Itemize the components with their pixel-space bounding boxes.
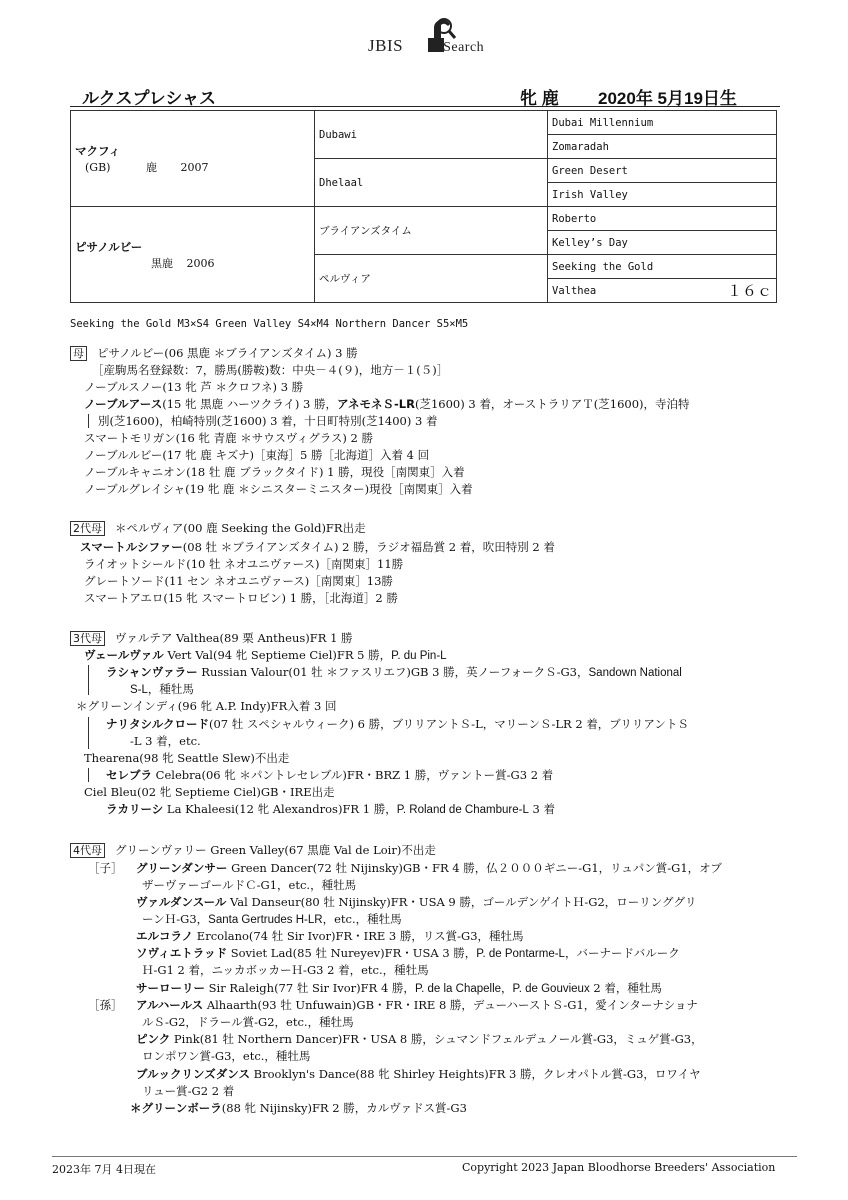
note-segment: Sir Raleigh(77 牡 Sir Ivor)FR 4 勝， bbox=[205, 981, 415, 995]
note-segment: アルハールス bbox=[136, 998, 204, 1012]
note-segment: ［子］ bbox=[88, 861, 123, 875]
sire-year: 2007 bbox=[180, 160, 209, 174]
note-segment: グリーンヴァリー Green Valley(67 黒鹿 Val de Loir)不出走 bbox=[115, 843, 436, 857]
gen2-cell: ブライアンズタイム bbox=[315, 207, 548, 255]
note-segment: Santa Gertrudes H-LR bbox=[208, 914, 323, 926]
note-line bbox=[84, 481, 473, 498]
note-segment: ナリタシルクロード bbox=[106, 717, 209, 731]
note-segment: Val Danseur(80 牡 Nijinsky)FR・USA 9 勝，ゴールデンゲイトＨ-G2，ローリンググリ bbox=[226, 895, 697, 909]
logo-text: JBIS bbox=[368, 36, 404, 55]
inbreeding-line: Seeking the Gold M3×S4 Green Valley S4×M4 Northern Dancer S5×M5 bbox=[70, 318, 469, 330]
note-segment: 別(芝1600)，柏崎特別(芝1600) 3 着，十日町特別(芝1400) 3 着 bbox=[98, 414, 438, 428]
note-segment: ロンポワン賞-G3，etc.，種牡馬 bbox=[142, 1049, 311, 1063]
note-segment: ， bbox=[501, 981, 513, 995]
note-segment: 3 着 bbox=[528, 802, 555, 816]
note-segment: ライオットシールド(10 牡 ネオユニヴァース)［南関東］11勝 bbox=[84, 557, 404, 571]
gen3-cell: Roberto bbox=[548, 207, 777, 231]
note-segment: -L 3 着，etc. bbox=[130, 734, 201, 748]
note-line bbox=[84, 590, 398, 607]
note-segment: Brooklyn's Dance(88 牝 Shirley Heights)FR 3 勝，クレオパトル賞-G3，ロワイヤ bbox=[249, 1067, 701, 1081]
sire-name: マクフィ bbox=[75, 143, 121, 158]
dam-year: 2006 bbox=[186, 256, 215, 270]
note-segment: ヴァルダンスール bbox=[136, 895, 227, 909]
note-segment: ノーブルルビー(17 牝 鹿 キズナ)［東海］5 勝［北海道］入着 4 回 bbox=[84, 448, 430, 462]
note-segment: ，種牡馬 bbox=[147, 682, 194, 696]
note-line bbox=[142, 962, 429, 979]
note-line bbox=[88, 997, 123, 1014]
note-segment: Green Dancer(72 牡 Nijinsky)GB・FR 4 勝，仏２０００ギニー-G1，リュパン賞-G1，オブ bbox=[227, 861, 722, 875]
note-segment: グレートソード(11 セン ネオユニヴァース)［南関東］13勝 bbox=[84, 574, 393, 588]
note-segment: スマートルシファー bbox=[80, 540, 183, 554]
note-line bbox=[106, 801, 555, 819]
birth-date: 2020年 5月19日生 bbox=[598, 89, 737, 108]
note-segment: (07 牡 スペシャルウィーク) 6 勝，ブリリアントＳ-L，マリーンＳ-LR 2 着，ブリリアントＳ bbox=[208, 717, 689, 731]
note-segment: Ercolano(74 牡 Sir Ivor)FR・IRE 3 勝，リス賞-G3，種牡馬 bbox=[193, 929, 524, 943]
bracket-line bbox=[88, 665, 89, 695]
note-segment: (15 牝 黒鹿 ハーツクライ) 3 勝， bbox=[162, 397, 337, 411]
note-segment: Thearena(98 牝 Seattle Slew)不出走 bbox=[84, 751, 290, 765]
note-segment: ，etc.，種牡馬 bbox=[322, 912, 402, 926]
note-segment: 2 着，種牡馬 bbox=[589, 981, 662, 995]
note-segment: S-L bbox=[130, 684, 148, 696]
note-segment: (88 牝 Nijinsky)FR 2 勝，カルヴァドス賞-G3 bbox=[221, 1101, 467, 1115]
note-segment: Ciel Bleu(02 牝 Septieme Ciel)GB・IRE出走 bbox=[84, 785, 335, 799]
note-line bbox=[70, 842, 436, 859]
note-line bbox=[142, 1083, 234, 1100]
section-tag: 母 bbox=[70, 346, 87, 361]
note-line bbox=[130, 1100, 467, 1117]
note-line bbox=[136, 860, 722, 877]
note-line bbox=[106, 664, 682, 682]
note-line bbox=[84, 556, 403, 573]
gen2-cell: Dhelaal bbox=[315, 159, 548, 207]
gen3-cell bbox=[548, 279, 777, 303]
note-line bbox=[136, 1031, 703, 1048]
bracket-line bbox=[88, 768, 89, 782]
note-segment: ノーブルキャニオン(18 牡 鹿 ブラックタイド) 1 勝，現役［南関東］入着 bbox=[84, 465, 465, 479]
note-segment: ＊グリーンボーラ bbox=[130, 1101, 222, 1115]
note-segment: ヴェールヴァル bbox=[84, 648, 164, 662]
note-segment: P. Roland de Chambure-L bbox=[396, 804, 529, 816]
horse-name: ルクスプレシャス bbox=[82, 89, 217, 108]
note-line bbox=[84, 573, 393, 590]
note-segment: Alhaarth(93 牡 Unfuwain)GB・FR・IRE 8 勝，デューハーストＳ-G1，愛インターナショナ bbox=[203, 998, 698, 1012]
note-segment: Vert Val(94 牝 Septieme Ciel)FR 5 勝， bbox=[163, 648, 392, 662]
header-rule bbox=[70, 106, 780, 107]
note-segment: Soviet Lad(85 牡 Nureyev)FR・USA 3 勝， bbox=[227, 946, 477, 960]
note-segment: エルコラノ bbox=[136, 929, 194, 943]
note-segment: ノーブルアース bbox=[84, 397, 163, 411]
note-segment: ラシャンヴァラー bbox=[106, 665, 198, 679]
note-line bbox=[130, 733, 201, 750]
note-segment: P. de Pontarme-L bbox=[476, 948, 565, 960]
note-segment: リュー賞-G2 2 着 bbox=[142, 1084, 235, 1098]
gen3-cell: Zomaradah bbox=[548, 135, 777, 159]
note-segment: ピンク bbox=[136, 1032, 171, 1046]
note-line bbox=[106, 716, 689, 733]
note-line bbox=[70, 520, 366, 537]
note-segment: ピサノルビー(06 黒鹿 ＊ブライアンズタイム) 3 勝 bbox=[97, 346, 358, 360]
note-line bbox=[84, 750, 289, 767]
note-segment: ラカリーシ bbox=[106, 802, 164, 816]
note-line bbox=[92, 362, 448, 379]
section-tag: 2代母 bbox=[70, 521, 105, 536]
note-segment: セレブラ bbox=[106, 768, 152, 782]
note-line bbox=[142, 911, 402, 929]
bracket-line bbox=[88, 717, 89, 749]
note-line bbox=[136, 894, 697, 911]
note-line bbox=[84, 447, 429, 464]
sex-color: 牝 鹿 bbox=[520, 89, 559, 108]
bracket-line bbox=[88, 414, 89, 428]
note-segment: ，バーナードバルーク bbox=[564, 946, 680, 960]
dam-name: ピサノルビー bbox=[75, 239, 143, 254]
gen3-cell: Seeking the Gold bbox=[548, 255, 777, 279]
note-line bbox=[106, 767, 553, 784]
note-line bbox=[136, 1066, 701, 1083]
note-segment: P. de Gouvieux bbox=[512, 983, 590, 995]
note-line bbox=[136, 997, 698, 1014]
note-segment: サーローリー bbox=[136, 981, 205, 995]
section-tag: 3代母 bbox=[70, 631, 105, 646]
note-segment: (08 牡 ＊ブライアンズタイム) 2 勝，ラジオ福島賞 2 着，吹田特別 2 着 bbox=[182, 540, 555, 554]
note-segment: スマートモリガン(16 牝 青鹿 ＊サウスヴィグラス) 2 勝 bbox=[84, 431, 373, 445]
note-segment: (芝1600) 3 着，オーストラリアＴ(芝1600)，寺泊特 bbox=[414, 397, 690, 411]
jbis-search-logo bbox=[368, 14, 498, 58]
note-segment: Russian Valour(01 牡 ＊ファスリエフ)GB 3 勝，英ノーフォークＳ-G3， bbox=[197, 665, 589, 679]
note-segment: アネモネＳ-LR bbox=[336, 397, 415, 411]
note-segment: P. de la Chapelle bbox=[414, 983, 502, 995]
note-line bbox=[136, 928, 524, 945]
note-segment: Pink(81 牡 Northern Dancer)FR・USA 8 勝，シュマンドフェルデュノール賞-G3，ミュゲ賞-G3， bbox=[170, 1032, 703, 1046]
note-segment: La Khaleesi(12 牝 Alexandros)FR 1 勝， bbox=[163, 802, 397, 816]
gen3-cell: Green Desert bbox=[548, 159, 777, 183]
note-line bbox=[142, 1048, 310, 1065]
note-segment: ヴァルテア Valthea(89 栗 Antheus)FR 1 勝 bbox=[115, 631, 353, 645]
note-segment: ーンＨ-G3， bbox=[142, 912, 209, 926]
note-line bbox=[142, 1014, 354, 1031]
note-segment: ［孫］ bbox=[88, 998, 123, 1012]
note-line bbox=[136, 980, 662, 998]
note-line bbox=[84, 396, 690, 413]
note-segment: ［産駒馬名登録数：7，勝馬(勝鞍)数：中央－４(９)，地方－１(５)］ bbox=[92, 363, 449, 377]
note-segment: Sandown National bbox=[588, 667, 682, 679]
footer-rule bbox=[52, 1156, 797, 1157]
footer-copyright: Copyright 2023 Japan Bloodhorse Breeders' Association bbox=[462, 1161, 776, 1174]
note-line bbox=[136, 945, 680, 963]
note-segment: ノーブルスノー(13 牝 芦 ＊クロフネ) 3 勝 bbox=[84, 380, 304, 394]
sire-origin: (GB) bbox=[85, 160, 111, 174]
note-line bbox=[130, 681, 194, 699]
note-line bbox=[142, 877, 356, 894]
section-tag: 4代母 bbox=[70, 843, 105, 858]
note-segment: ソヴィエトラッド bbox=[136, 946, 228, 960]
dam-color: 黒鹿 bbox=[151, 256, 173, 270]
note-segment: Ｈ-G1 2 着，ニッカボッカーＨ-G3 2 着，etc.，種牡馬 bbox=[142, 963, 429, 977]
family-number: １６ｃ bbox=[726, 282, 772, 300]
note-line bbox=[84, 647, 447, 665]
note-segment: ルＳ-G2，ドラール賞-G2，etc.，種牡馬 bbox=[142, 1015, 354, 1029]
note-segment: ブルックリンズダンス bbox=[136, 1067, 250, 1081]
note-line bbox=[70, 630, 353, 647]
sire-cell bbox=[71, 111, 315, 207]
note-line bbox=[84, 430, 373, 447]
note-segment: P. du Pin-L bbox=[391, 650, 447, 662]
sire-color: 鹿 bbox=[145, 160, 157, 174]
gen2-cell: Dubawi bbox=[315, 111, 548, 159]
footer-date: 2023年 7月 4日現在 bbox=[52, 1163, 156, 1176]
note-line bbox=[76, 698, 336, 715]
gen3-name: Valthea bbox=[552, 284, 597, 297]
note-line bbox=[84, 464, 465, 481]
note-line bbox=[98, 413, 437, 430]
note-line bbox=[80, 539, 555, 556]
note-line bbox=[84, 784, 335, 801]
gen3-cell: Kelley’s Day bbox=[548, 231, 777, 255]
gen3-cell: Irish Valley bbox=[548, 183, 777, 207]
note-segment: Celebra(06 牝 ＊パントレセレブル)FR・BRZ 1 勝，ヴァントー賞-G3 2 着 bbox=[152, 768, 554, 782]
pedigree-table bbox=[70, 110, 777, 303]
note-line bbox=[84, 379, 303, 396]
gen3-cell: Dubai Millennium bbox=[548, 111, 777, 135]
gen2-cell: ペルヴィア bbox=[315, 255, 548, 303]
note-segment: ザーヴァーゴールドＣ-G1，etc.，種牡馬 bbox=[142, 878, 357, 892]
note-line bbox=[88, 860, 123, 877]
note-segment: ノーブルグレイシャ(19 牝 鹿 ＊シニスターミニスター)現役［南関東］入着 bbox=[84, 482, 473, 496]
note-segment: ＊ペルヴィア(00 鹿 Seeking the Gold)FR出走 bbox=[115, 521, 366, 535]
note-segment: ＊グリーンインディ(96 牝 A.P. Indy)FR入着 3 回 bbox=[76, 699, 337, 713]
note-line bbox=[70, 345, 358, 362]
note-segment: グリーンダンサー bbox=[136, 861, 228, 875]
logo-text-search: Search bbox=[443, 40, 485, 55]
note-segment: スマートアエロ(15 牝 スマートロビン) 1 勝，［北海道］2 勝 bbox=[84, 591, 398, 605]
dam-cell bbox=[71, 207, 315, 303]
